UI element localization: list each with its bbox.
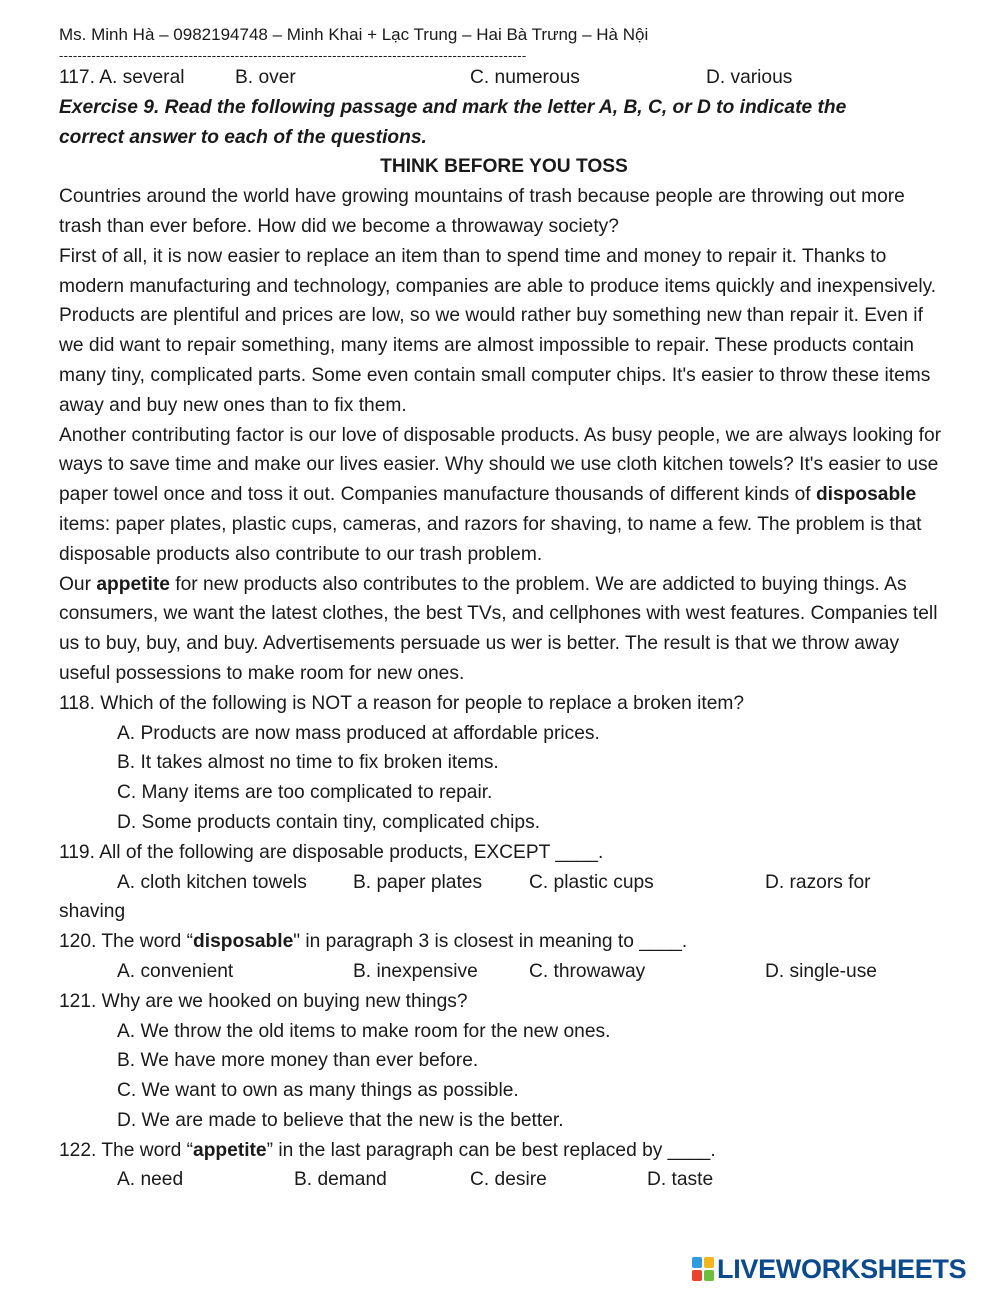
question-122-stem — [59, 1136, 949, 1166]
p4-text-start: Our — [59, 573, 97, 595]
exercise-instruction-line1: Exercise 9. Read the following passage and mark the letter A, B, C, or D to indicate the — [59, 96, 847, 118]
q119-option-d[interactable]: D. razors for — [765, 871, 871, 893]
teacher-header: Ms. Minh Hà – 0982194748 – Minh Khai + Lạc Trung – Hai Bà Trưng – Hà Nội — [59, 25, 649, 44]
keyword-appetite: appetite — [96, 573, 170, 595]
passage-paragraph-2: First of all, it is now easier to replace an item than to spend time and money to repair it. Thanks to modern manufacturing and technology, companies are able to produce items quickly and inexpensively. Products are plentiful and prices are low, so we would rather buy something new than repair it. Even if we did want to repair something, many items are almost impossible to repair. These products contain many tiny, complicated parts. Some even contain small computer chips. It's easier to throw these items away and buy new ones than to fix them. — [59, 245, 937, 416]
passage-title: THINK BEFORE YOU TOSS — [380, 156, 628, 178]
q118-option-b[interactable]: B. It takes almost no time to fix broken items. — [117, 752, 499, 774]
question-119-options — [59, 868, 949, 898]
q119-option-d-wrap: shaving — [59, 901, 126, 923]
p4-text-end: for new products also contributes to the problem. We are addicted to buying things. As consumers, we want the latest clothes, the best TVs, and cellphones with west features. Companies tell us to buy, buy, and buy. Advertisements persuade us wer is better. The result is that we throw away useful possessions to make room for new ones. — [59, 573, 938, 684]
question-119-stem: 119. All of the following are disposable products, EXCEPT ____. — [59, 841, 604, 863]
q121-option-b[interactable]: B. We have more money than ever before. — [117, 1050, 479, 1072]
question-122-options — [59, 1165, 949, 1195]
q122-option-a[interactable]: A. need — [117, 1169, 184, 1191]
q122-keyword: appetite — [193, 1139, 267, 1161]
q120-stem-start: 120. The word “ — [59, 931, 194, 953]
q119-option-a[interactable]: A. cloth kitchen towels — [117, 871, 307, 893]
q121-option-a[interactable]: A. We throw the old items to make room for the new ones. — [117, 1020, 611, 1042]
logo-square-yellow — [704, 1257, 714, 1268]
passage-paragraph-3 — [59, 421, 949, 570]
q122-option-c[interactable]: C. desire — [470, 1169, 547, 1191]
q117-option-b: B. over — [235, 67, 296, 88]
q117-option-d: D. various — [706, 67, 793, 88]
q122-stem-end: ” in the last paragraph can be best replaced by ____. — [266, 1139, 716, 1161]
exercise-instruction-line2: correct answer to each of the questions. — [59, 126, 427, 148]
q122-option-d[interactable]: D. taste — [647, 1169, 714, 1191]
p3-text-start: Another contributing factor is our love of disposable products. As busy people, we are always looking for ways to save time and make our lives easier. Why should we use cloth kitchen towels? It's easier to use paper towel once and toss it out. Companies manufacture thousands of different kinds of — [59, 424, 942, 506]
q117-option-c: C. numerous — [470, 67, 580, 88]
logo-square-blue — [692, 1257, 702, 1268]
keyword-disposable: disposable — [815, 484, 917, 506]
question-120-stem — [59, 927, 949, 957]
worksheet-page — [59, 21, 949, 1195]
q119-option-c[interactable]: C. plastic cups — [529, 871, 654, 893]
q117-option-a: 117. A. several — [59, 67, 185, 88]
q120-option-b[interactable]: B. inexpensive — [353, 960, 478, 982]
q118-option-a[interactable]: A. Products are now mass produced at affordable prices. — [117, 722, 600, 744]
q119-option-b[interactable]: B. paper plates — [353, 871, 483, 893]
question-118-stem: 118. Which of the following is NOT a reason for people to replace a broken item? — [59, 692, 745, 714]
logo-square-red — [692, 1270, 702, 1281]
q121-option-d[interactable]: D. We are made to believe that the new is the better. — [117, 1109, 564, 1131]
q120-option-d[interactable]: D. single-use — [765, 960, 877, 982]
q121-option-c[interactable]: C. We want to own as many things as possible. — [117, 1080, 519, 1102]
liveworksheets-logo-text: LIVEWORKSHEETS — [717, 1253, 967, 1284]
p3-text-end: items: paper plates, plastic cups, cameras, and razors for shaving, to name a few. The problem is that disposable products also contribute to our trash problem. — [59, 513, 922, 565]
logo-square-green — [704, 1270, 714, 1281]
q122-stem-start: 122. The word “ — [59, 1139, 194, 1161]
q120-stem-end: " in paragraph 3 is closest in meaning to ____. — [293, 931, 688, 953]
q122-option-b[interactable]: B. demand — [294, 1169, 387, 1191]
passage-paragraph-4 — [59, 570, 949, 689]
question-121-stem: 121. Why are we hooked on buying new things? — [59, 990, 468, 1012]
q118-option-c[interactable]: C. Many items are too complicated to repair. — [117, 782, 493, 804]
question-117-options — [59, 63, 949, 93]
q120-option-a[interactable]: A. convenient — [117, 960, 234, 982]
q120-option-c[interactable]: C. throwaway — [529, 960, 646, 982]
q120-keyword: disposable — [193, 931, 294, 953]
q118-option-d[interactable]: D. Some products contain tiny, complicated chips. — [117, 811, 541, 833]
liveworksheets-logo-icon — [692, 1257, 714, 1281]
question-120-options — [59, 957, 949, 987]
passage-paragraph-1: Countries around the world have growing mountains of trash because people are throwing out more trash than ever before. How did we become a throwaway society? — [59, 186, 905, 237]
liveworksheets-logo[interactable] — [692, 1254, 966, 1284]
header-divider: ----------------------------------------------------------------------------------------------------- — [59, 49, 527, 63]
